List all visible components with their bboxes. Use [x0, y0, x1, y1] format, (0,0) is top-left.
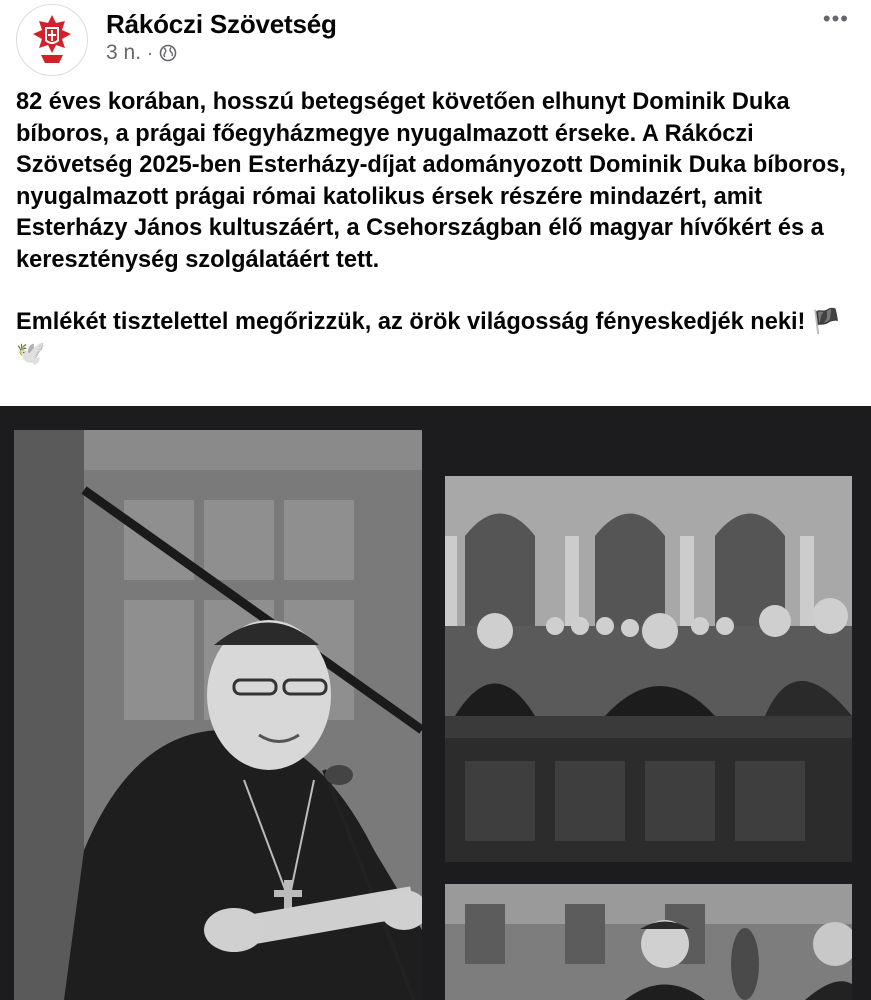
- rakoczi-logo-icon: [29, 13, 75, 67]
- post-paragraph: 82 éves korában, hosszú betegséget követően elhunyt Dominik Duka bíboros, a prágai főegyházmegye nyugalmazott érseke. A Rákóczi Szövetség 2025-ben Esterházy-díjat adományozott Dominik Duka bíboros, nyugalmazott prágai római katolikus érsek részére mindazért, amit Esterházy János kultuszáért, a Csehországban élő magyar hívőkért és a kereszténység szolgálatáért tett.: [16, 89, 846, 273]
- post-paragraph: Emlékét tisztelettel megőrizzük, az örök világosság fényeskedjék neki! 🏴🕊️: [16, 309, 842, 367]
- page-avatar[interactable]: [16, 4, 88, 76]
- photo-grid: [0, 406, 871, 1000]
- post-body: [16, 87, 856, 370]
- more-options-icon[interactable]: •••: [822, 6, 849, 31]
- meta-separator: ·: [147, 42, 154, 63]
- globe-icon[interactable]: [159, 44, 177, 62]
- post-header: [0, 0, 871, 80]
- post-time[interactable]: 3 n.: [106, 41, 142, 64]
- post-meta: [106, 41, 177, 65]
- photo-cardinal-speaking[interactable]: [14, 430, 422, 1000]
- photo-parliament-hall[interactable]: [445, 476, 852, 862]
- photo-ceremony[interactable]: [445, 884, 852, 1000]
- author-name[interactable]: Rákóczi Szövetség: [106, 9, 337, 39]
